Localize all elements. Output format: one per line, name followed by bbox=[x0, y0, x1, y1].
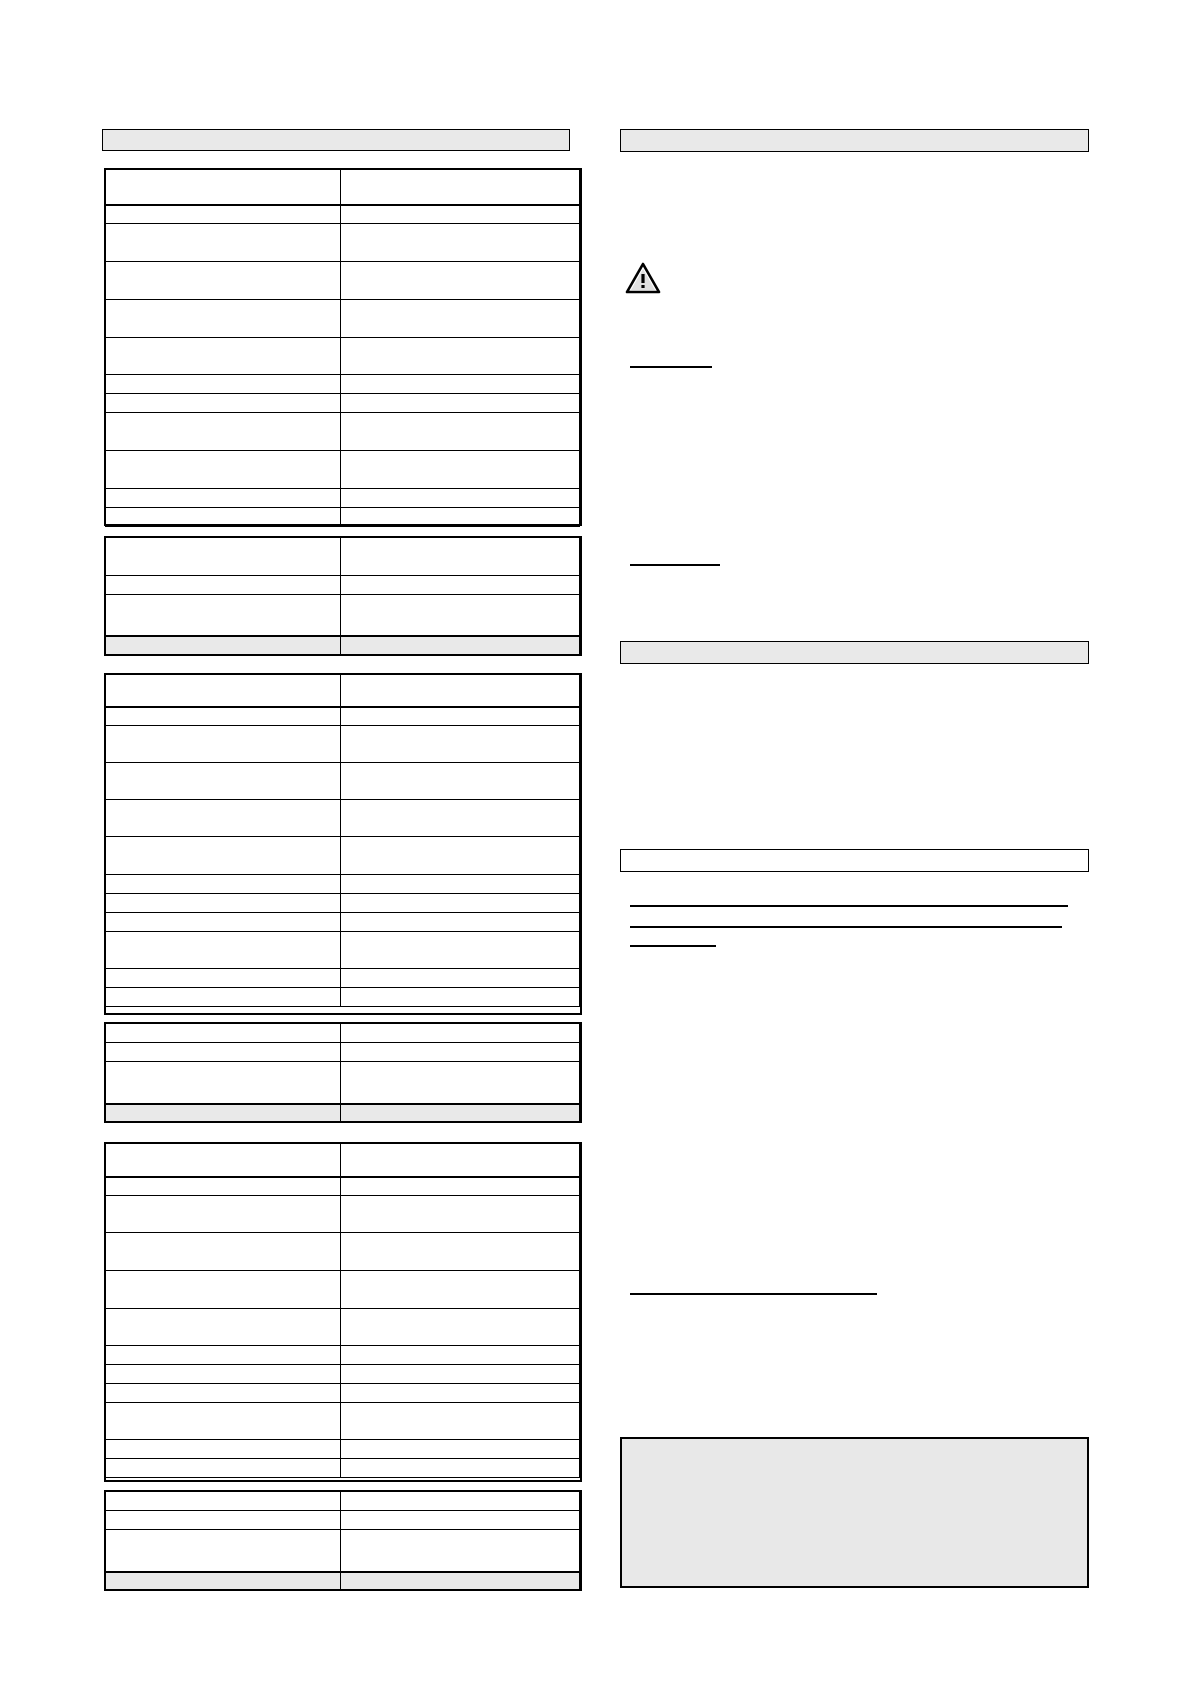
table-total-row bbox=[106, 1104, 580, 1122]
table-row bbox=[106, 1530, 580, 1572]
table-row bbox=[106, 394, 580, 413]
warning-triangle-icon bbox=[625, 262, 661, 294]
underlined-heading bbox=[630, 905, 1068, 907]
table-row bbox=[106, 1492, 580, 1511]
table-row bbox=[106, 338, 580, 375]
table-row bbox=[106, 1511, 580, 1530]
table-row bbox=[106, 205, 580, 224]
spec-subtable bbox=[105, 1491, 580, 1590]
table-row bbox=[106, 262, 580, 300]
table-row bbox=[106, 1271, 580, 1309]
spec-table bbox=[105, 1143, 580, 1478]
table-row bbox=[106, 489, 580, 508]
table-row bbox=[106, 375, 580, 394]
spec-subtable bbox=[105, 1023, 580, 1122]
table-row bbox=[106, 1440, 580, 1459]
table-row bbox=[106, 1403, 580, 1440]
table-row bbox=[106, 595, 580, 636]
table-header-row bbox=[106, 675, 580, 707]
table-row bbox=[106, 1309, 580, 1346]
table-header-row bbox=[106, 1144, 580, 1177]
table-row bbox=[106, 913, 580, 932]
table-row bbox=[106, 988, 580, 1007]
spec-table bbox=[105, 674, 580, 1007]
table-row bbox=[106, 707, 580, 726]
table-row bbox=[106, 1346, 580, 1365]
table-row bbox=[106, 1233, 580, 1271]
table-row bbox=[106, 1196, 580, 1233]
right-section-header-3 bbox=[620, 849, 1089, 872]
table-row bbox=[106, 1384, 580, 1403]
underlined-heading bbox=[630, 1293, 877, 1295]
table-row bbox=[106, 300, 580, 338]
table-row bbox=[106, 1459, 580, 1478]
table-row bbox=[106, 1177, 580, 1196]
table-row bbox=[106, 1062, 580, 1104]
table-total-row bbox=[106, 1572, 580, 1590]
right-section-header-1 bbox=[620, 129, 1089, 152]
underlined-heading bbox=[630, 945, 716, 947]
table-row bbox=[106, 726, 580, 763]
underlined-heading bbox=[630, 564, 720, 566]
table-row bbox=[106, 224, 580, 262]
table-row bbox=[106, 763, 580, 800]
table-row bbox=[106, 451, 580, 489]
table-row bbox=[106, 576, 580, 595]
table-row bbox=[106, 508, 580, 527]
table-header-row bbox=[106, 170, 580, 205]
underlined-heading bbox=[630, 366, 712, 368]
table-row bbox=[106, 413, 580, 451]
table-row bbox=[106, 1043, 580, 1062]
table-row bbox=[106, 800, 580, 837]
table-total-row bbox=[106, 636, 580, 655]
table-row bbox=[106, 932, 580, 969]
table-row bbox=[106, 894, 580, 913]
table-row bbox=[106, 1365, 580, 1384]
underlined-heading bbox=[630, 926, 1062, 928]
table-row bbox=[106, 1024, 580, 1043]
note-box bbox=[620, 1437, 1089, 1588]
right-section-header-2 bbox=[620, 641, 1089, 664]
table-row bbox=[106, 538, 580, 576]
left-section-header bbox=[102, 129, 570, 151]
spec-table bbox=[105, 169, 580, 527]
table-row bbox=[106, 969, 580, 988]
spec-subtable bbox=[105, 537, 580, 655]
table-row bbox=[106, 875, 580, 894]
table-row bbox=[106, 837, 580, 875]
